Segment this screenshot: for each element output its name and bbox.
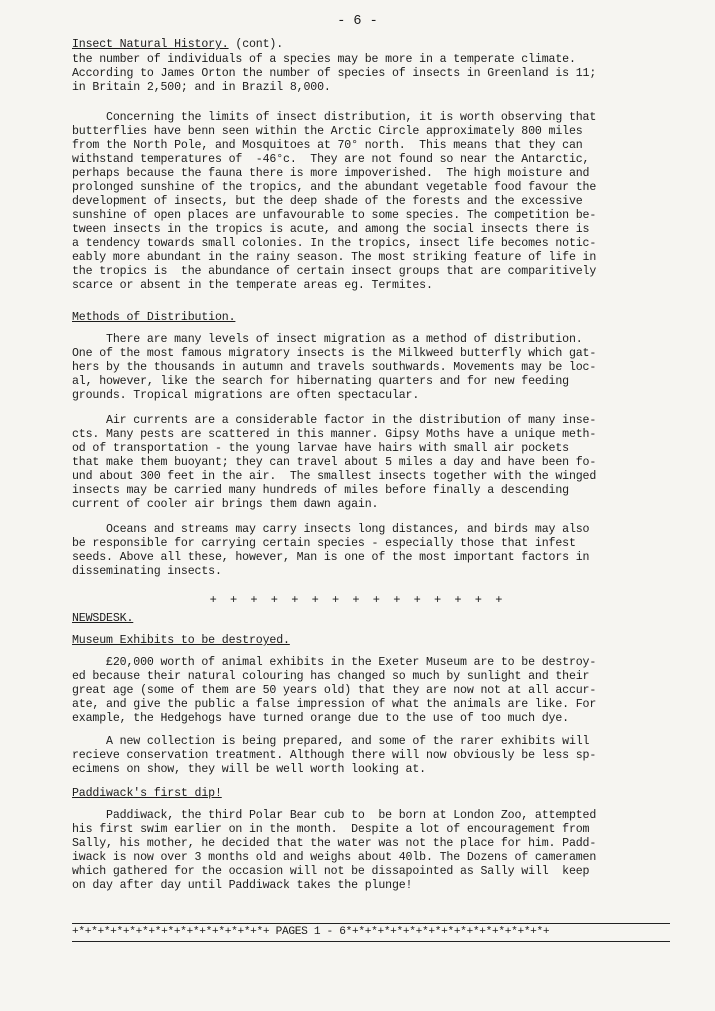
section-heading-insect-natural-history (72, 38, 668, 52)
heading-suffix: (cont). (228, 38, 284, 51)
section-heading-methods-of-distribution: Methods of Distribution. (72, 311, 236, 324)
footer-rule-top (72, 923, 670, 924)
footer-rule-bottom (72, 941, 670, 942)
page-number: - 6 - (337, 14, 378, 29)
heading-text: Insect Natural History. (72, 38, 229, 51)
section-divider: + + + + + + + + + + + + + + + (209, 593, 506, 607)
paragraph: Paddiwack, the third Polar Bear cub to be born at London Zoo, attempted his first swim earlier on in the month. Despite a lot of encouragement from Sally, his mother, he decided that the water was not the place for him. Padd- iwack is now over 3 months old and weighs about 40lb. The Dozens of cameramen which gathered for the occasion will not be dissapointed as Sally will keep on day after day until Paddiwack takes the plunge! (72, 809, 597, 892)
paragraph: Concerning the limits of insect distribution, it is worth observing that butterflies have benn seen within the Arctic Circle approximately 800 miles from the North Pole, and Mosquitoes at 70° north. This means that they can withstand temperatures of -46°c. They are not found so near the Antarctic, perhaps because the fauna there is more impoverished. The high moisture and prolonged sunshine of the tropics, and the abundant vegetable food favour the development of insects, but the deep shade of the forests and the excessive sunshine of open places are unfavourable to some species. The competition be- tween insects in the tropics is acute, and among the social insects there is a tendency towards small colonies. In the tropics, insect life becomes notic- eably more abundant in the rainy season. The most striking feature of life in the tropics is the abundance of certain insect groups that are comparitively scarce or absent in the temperate areas eg. Termites. (72, 111, 597, 292)
paragraph: Oceans and streams may carry insects long distances, and birds may also be responsible for carrying certain species - especially those that infest seeds. Above all these, however, Man is one of the most important factors in disseminating insects. (72, 523, 590, 578)
paragraph: £20,000 worth of animal exhibits in the Exeter Museum are to be destroy- ed because their natural colouring has changed so much by sunlight and their great age (some of them are 50 years old) that they are now not at all accur- ate, and give the public a false impression of what the animals are like. For example, the Hedgehogs have turned orange due to the use of too much dye. (72, 656, 597, 725)
paragraph: A new collection is being prepared, and some of the rarer exhibits will recieve conservation treatment. Although there will now obviously be less sp- ecimens on show, they will be well worth looking at. (72, 735, 597, 776)
footer-banner: +*+*+*+*+*+*+*+*+*+*+*+*+*+*+*+ PAGES 1 - 6*+*+*+*+*+*+*+*+*+*+*+*+*+*+*+*+ (72, 926, 550, 938)
paragraph: Air currents are a considerable factor in the distribution of many inse- cts. Many pests are scattered in this manner. Gipsy Moths have a unique meth- od of transportation - the young larvae have hairs with small air pockets that make them buoyant; they can travel about 5 miles a day and have been fo- und about 300 feet in the air. The smallest insects together with the winged insects may be carried many hundreds of miles before finally a descending current of cooler air brings them dawn again. (72, 414, 597, 511)
story-heading-museum-exhibits: Museum Exhibits to be destroyed. (72, 634, 290, 647)
story-heading-paddiwack: Paddiwack's first dip! (72, 787, 222, 800)
paragraph: the number of individuals of a species may be more in a temperate climate. According to James Orton the number of species of insects in Greenland is 11; in Britain 2,500; and in Brazil 8,000. (72, 53, 597, 94)
newsdesk-heading: NEWSDESK. (72, 612, 134, 625)
paragraph: There are many levels of insect migration as a method of distribution. One of the most famous migratory insects is the Milkweed butterfly which gat- hers by the thousands in autumn and travels southwards. Movements may be loc- al, however, like the search for hibernating quarters and for new feeding grounds. Tropical migrations are often spectacular. (72, 333, 597, 402)
